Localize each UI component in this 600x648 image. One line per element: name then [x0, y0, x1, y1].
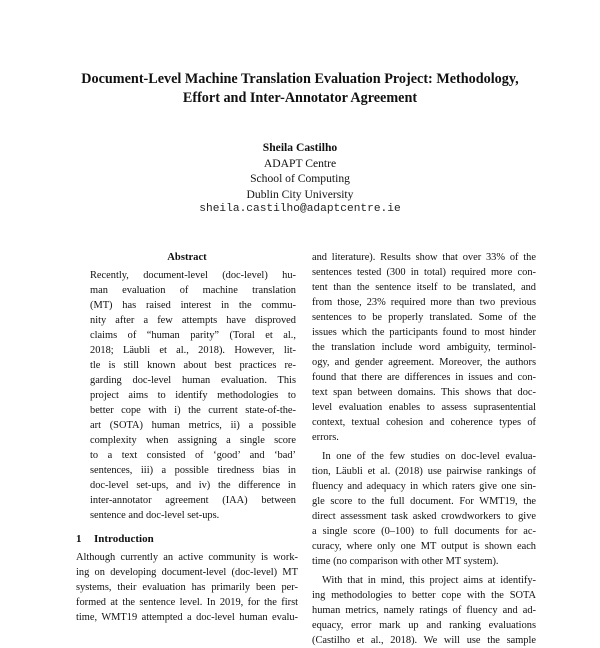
abstract-line: art (SOTA) human metrics, ii) a possible: [90, 420, 296, 431]
body-line: human metrics, namely ratings of fluency and ad-: [312, 605, 536, 616]
body-line: sentences tested (300 in total) required more con-: [312, 267, 536, 278]
body-line: equacy, error mark up and ranking evaluations: [312, 620, 536, 631]
body-line: a single score (0–100) to full documents for ac-: [312, 526, 536, 537]
body-line: sentences to be properly translated. Some of the: [312, 312, 536, 323]
introduction-line: time, WMT19 attempted a doc-level human evalu-: [76, 612, 298, 623]
title-line-1: Document-Level Machine Translation Evaluation Project: Methodology,: [81, 71, 519, 87]
abstract-line: sentences, iii) a possible tiredness bias in: [90, 465, 296, 476]
author-affiliation-3: Dublin City University: [246, 187, 354, 201]
abstract-heading: Abstract: [167, 252, 207, 263]
introduction-body: [76, 550, 298, 625]
left-column: [76, 250, 298, 625]
author-email: sheila.castilho@adaptcentre.ie: [199, 203, 401, 215]
body-line: ing methodologies to better cope with the SOTA: [312, 590, 536, 601]
section-title: Introduction: [94, 533, 154, 545]
abstract-line: man evaluation of machine translation: [90, 285, 296, 296]
introduction-line: systems, their evaluation has primarily been per-: [76, 582, 298, 593]
introduction-line: Although currently an active community is work-: [76, 552, 298, 563]
body-line: text span between domains. This shows that doc-: [312, 387, 536, 398]
section-number: 1: [76, 533, 82, 545]
abstract-line: sentence and doc-level set-ups.: [90, 510, 220, 521]
paragraph-related-work: [312, 449, 536, 569]
abstract-line: claims of “human parity” (Toral et al.,: [90, 330, 296, 341]
body-line: and literature). Results show that over 33% of the: [312, 252, 536, 263]
abstract-line: doc-level set-ups, and iv) the difference in: [90, 480, 296, 491]
paragraph-project-aims: [312, 573, 536, 648]
introduction-line: ing on developing document-level (doc-level) MT: [76, 567, 298, 578]
body-line: ogy, and gender agreement. Moreover, the authors: [312, 357, 536, 368]
author-affiliation-1: ADAPT Centre: [263, 156, 337, 170]
body-line: gle score to the full document. For WMT19, the: [312, 496, 536, 507]
introduction-heading: [76, 532, 298, 547]
abstract-line: nity after a few attempts have disproved: [90, 315, 296, 326]
abstract-body: [76, 268, 298, 523]
body-line: issues which the participants found to most hinder: [312, 327, 536, 338]
author-block: [100, 140, 500, 218]
paragraph-results: [312, 250, 536, 445]
abstract-line: project aims to identify methodologies to: [90, 390, 296, 401]
body-line: (Castilho et al., 2018). We will use the sample: [312, 635, 536, 646]
abstract-line: complexity when assigning a single score: [90, 435, 296, 446]
body-line: from those, 23% required more than two previous: [312, 297, 536, 308]
body-line: curacy, where only one MT output is shown each: [312, 541, 536, 552]
abstract-line: (MT) has raised interest in the commu-: [90, 300, 296, 311]
introduction-line: formed at the sentence level. In 2019, for the first: [76, 597, 298, 608]
body-line: errors.: [312, 432, 339, 443]
abstract-line: tle is still known about best practices re-: [90, 360, 296, 371]
body-line: With that in mind, this project aims at identify-: [322, 575, 536, 586]
abstract-line: Recently, document-level (doc-level) hu-: [90, 270, 296, 281]
abstract-line: inter-annotator agreement (IAA) between: [90, 495, 296, 506]
body-line: context, textual cohesion and coherence types of: [312, 417, 536, 428]
body-line: level evaluation enables to assess suprasentential: [312, 402, 536, 413]
author-affiliation-2: School of Computing: [250, 172, 350, 185]
abstract-line: garding doc-level human evaluation. This: [90, 375, 296, 386]
body-line: tent than the sentence itself to be translated, and: [312, 282, 536, 293]
title-line-2: Effort and Inter-Annotator Agreement: [182, 90, 418, 106]
body-line: tion, Läubli et al. (2018) use pairwise rankings of: [312, 466, 536, 477]
body-line: the translation include word ambiguity, terminol-: [312, 342, 536, 353]
abstract-line: better cope with i) the current state-of-the-: [90, 405, 296, 416]
paper-title: [40, 70, 560, 108]
body-line: time (no comparison with other MT system).: [312, 556, 499, 567]
author-name: Sheila Castilho: [262, 141, 338, 154]
body-line: fluency and adequacy in which raters give one sin-: [312, 481, 536, 492]
abstract-line: to a text consisted of ‘good’ and ‘bad’: [90, 450, 296, 461]
body-line: found that there are differences in issues and con-: [312, 372, 536, 383]
body-line: In one of the few studies on doc-level evalua-: [322, 451, 536, 462]
abstract-line: 2018; Läubli et al., 2018). However, lit-: [90, 345, 296, 356]
right-column: [312, 250, 536, 648]
body-line: direct assessment task asked crowdworkers to give: [312, 511, 536, 522]
